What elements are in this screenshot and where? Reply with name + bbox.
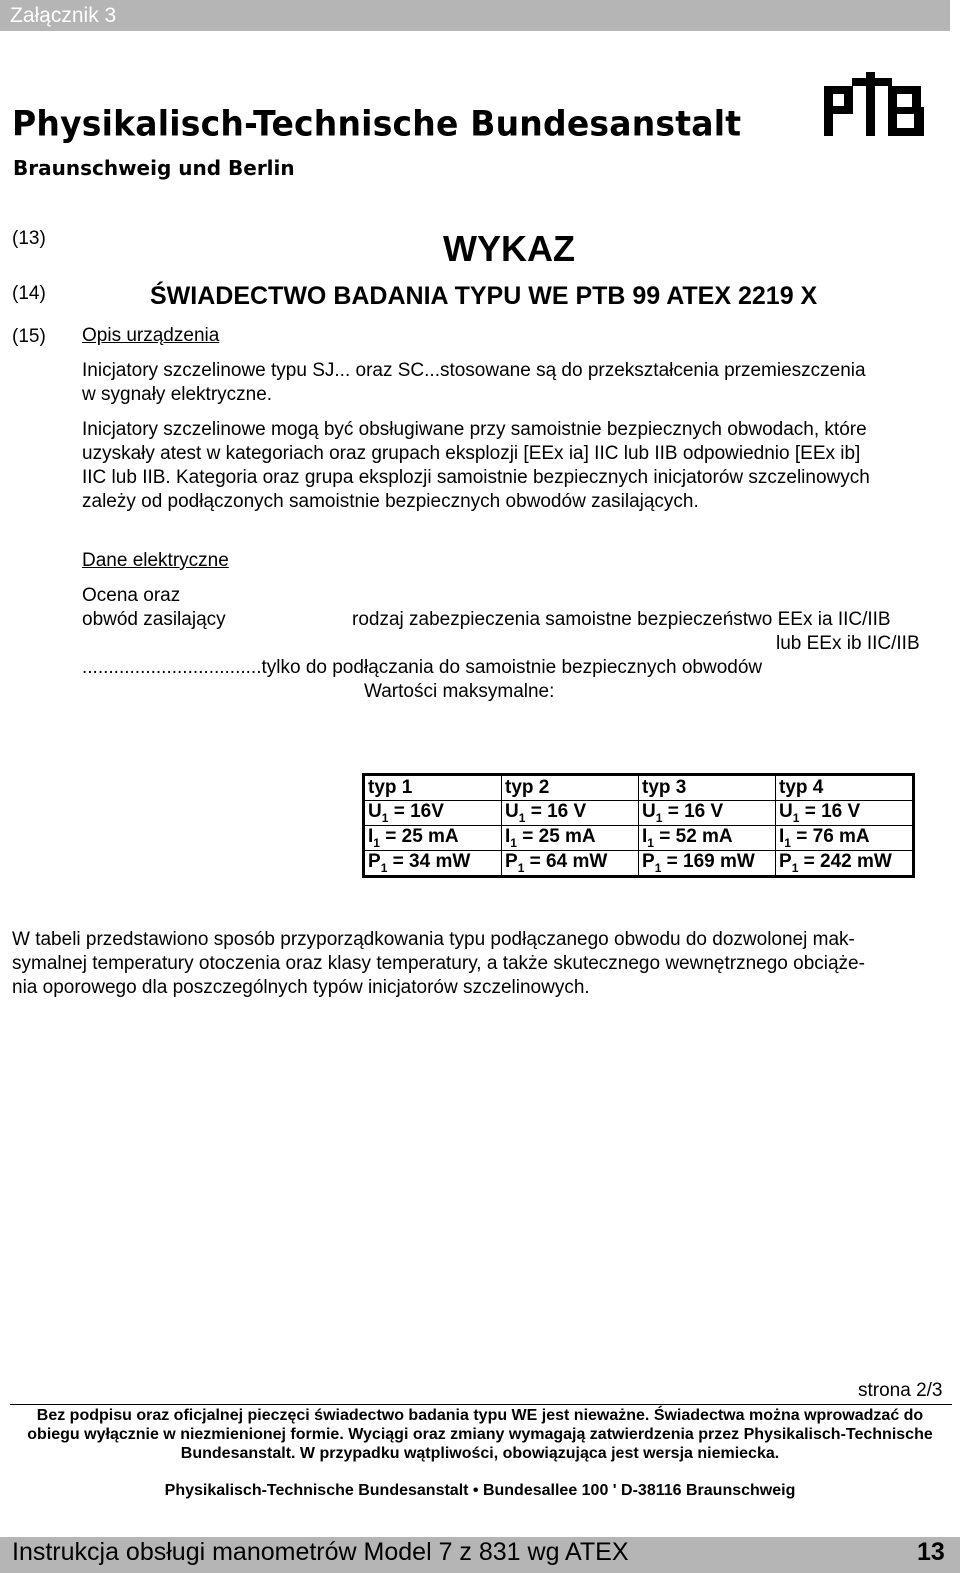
table-cell [364,851,502,877]
symbol: P [642,851,655,873]
manual-title: Instrukcja obsługi manometrów Model 7 z 831 wg ATEX [12,1538,629,1566]
cell-value: = 76 mA [790,826,870,848]
protection-type-alt: lub EEx ib IIC/IIB [776,633,920,654]
institute-city: Braunschweig und Berlin [13,156,295,180]
symbol: P [779,851,792,873]
max-values-label: Wartości maksymalne: [364,681,555,702]
dot-leader: .................................. [82,657,262,678]
summary-paragraph [12,928,865,1000]
page-indicator: strona 2/3 [858,1380,943,1401]
table-header-cell: typ 3 [639,775,776,801]
symbol: U [779,801,793,823]
text-line: IIC lub IIB. Kategoria oraz grupa eksplozji samoistnie bezpiecznych inicjatorów szczelinowych [82,467,870,488]
cell-value: = 16 V [525,801,587,823]
text-line: Bundesanstalt. W przypadku wątpliwości, obowiązująca jest wersja niemiecka. [180,1445,780,1462]
electrical-heading: Dane elektryczne [82,550,229,571]
subscript: 1 [654,860,662,875]
table-cell [502,801,639,826]
symbol: I [779,826,785,848]
table-row [364,826,914,851]
table-header-cell: typ 1 [364,775,502,801]
table-row [364,801,914,826]
cell-value: = 64 mW [524,851,608,873]
symbol: U [642,801,656,823]
header-bar [0,0,950,31]
table-header-cell: typ 4 [776,775,914,801]
cell-value: = 242 mW [798,851,892,873]
text-line: Inicjatory szczelinowe typu SJ... oraz SC...stosowane są do przekształcenia przemieszczenia [82,360,866,381]
table-cell [776,801,914,826]
symbol: I [642,826,648,848]
ptb-logo [822,72,928,140]
max-values-table [362,773,915,878]
text-line: w sygnały elektryczne. [82,384,273,405]
subscript: 1 [792,810,800,825]
table-row [364,851,914,877]
text-line: symalnej temperatury otoczenia oraz klasy temperatury, a także skutecznego wewnętrznego obciąże- [12,953,865,974]
cell-value: = 34 mW [387,851,471,873]
table-cell [639,851,776,877]
symbol: I [368,826,374,848]
description-paragraph-2 [82,418,870,514]
subscript: 1 [647,835,654,850]
subscript: 1 [518,810,526,825]
certificate-title: ŚWIADECTWO BADANIA TYPU WE PTB 99 ATEX 2219 X [150,282,818,310]
text-line: obiegu wyłącznie w niezmienionej formie. Wyciągi oraz zmiany wymagają zatwierdzenia przez Physikalisch-Technische [27,1426,933,1443]
table-header-cell: typ 2 [502,775,639,801]
marker-15: (15) [12,326,46,347]
table-cell [364,826,502,851]
subscript: 1 [380,860,388,875]
symbol: P [368,851,381,873]
text-line: W tabeli przedstawiono sposób przyporządkowania typu podłączanego obwodu do dozwolonej mak- [12,929,855,950]
subscript: 1 [655,810,663,825]
table-cell [502,851,639,877]
marker-13: (13) [12,228,46,249]
subscript: 1 [784,835,791,850]
text-line: Bez podpisu oraz oficjalnej pieczęci świadectwo badania typu WE jest nieważne. Świadectwa można wprowadzać do [36,1407,924,1424]
symbol: P [505,851,518,873]
cell-value: = 25 mA [516,826,596,848]
symbol: I [505,826,511,848]
cell-value: = 169 mW [661,851,755,873]
cell-value: = 16 V [799,801,861,823]
cell-value: = 16 V [662,801,724,823]
description-heading: Opis urządzenia [82,325,220,346]
text-line: zależy od podłączonych samoistnie bezpiecznych obwodów zasilających. [82,491,699,512]
text-line: obwód zasilający [82,609,226,630]
text-line: uzyskały atest w kategoriach oraz grupach eksplozji [EEx ia] IIC lub IIB odpowiednio [EEx ib] [82,443,861,464]
table-cell [639,826,776,851]
table-row [364,775,914,801]
footer-note [6,1406,954,1463]
marker-14: (14) [12,283,46,304]
protection-type: rodzaj zabezpieczenia samoistne bezpieczeństwo EEx ia IIC/IIB [352,609,891,630]
manual-page-number: 13 [917,1538,945,1566]
text-line: nia oporowego dla poszczególnych typów inicjatorów szczelinowych. [12,977,590,998]
table-cell [364,801,502,826]
subscript: 1 [373,835,380,850]
text-line: Inicjatory szczelinowe mogą być obsługiwane przy samoistnie bezpiecznych obwodach, które [82,419,867,440]
cell-value: = 52 mA [653,826,733,848]
connection-text: tylko do podłączania do samoistnie bezpiecznych obwodów [261,657,763,678]
symbol: U [505,801,519,823]
table-cell [776,851,914,877]
connection-line [82,656,762,680]
subscript: 1 [381,810,389,825]
cell-value: = 25 mA [379,826,459,848]
document-title: WYKAZ [443,228,575,269]
institute-name: Physikalisch-Technische Bundesanstalt [12,103,742,144]
header-label: Załącznik 3 [10,4,117,27]
table-cell [776,826,914,851]
electrical-label [82,584,226,632]
subscript: 1 [510,835,517,850]
footer-divider [10,1404,952,1405]
subscript: 1 [791,860,799,875]
footer-address: Physikalisch-Technische Bundesanstalt • Bundesallee 100 ' D-38116 Braunschweig [164,1482,796,1499]
symbol: U [368,801,382,823]
table-cell [639,801,776,826]
cell-value: = 16V [388,801,444,823]
text-line: Ocena oraz [82,585,181,606]
table-cell [502,826,639,851]
subscript: 1 [517,860,525,875]
description-paragraph-1 [82,359,866,407]
